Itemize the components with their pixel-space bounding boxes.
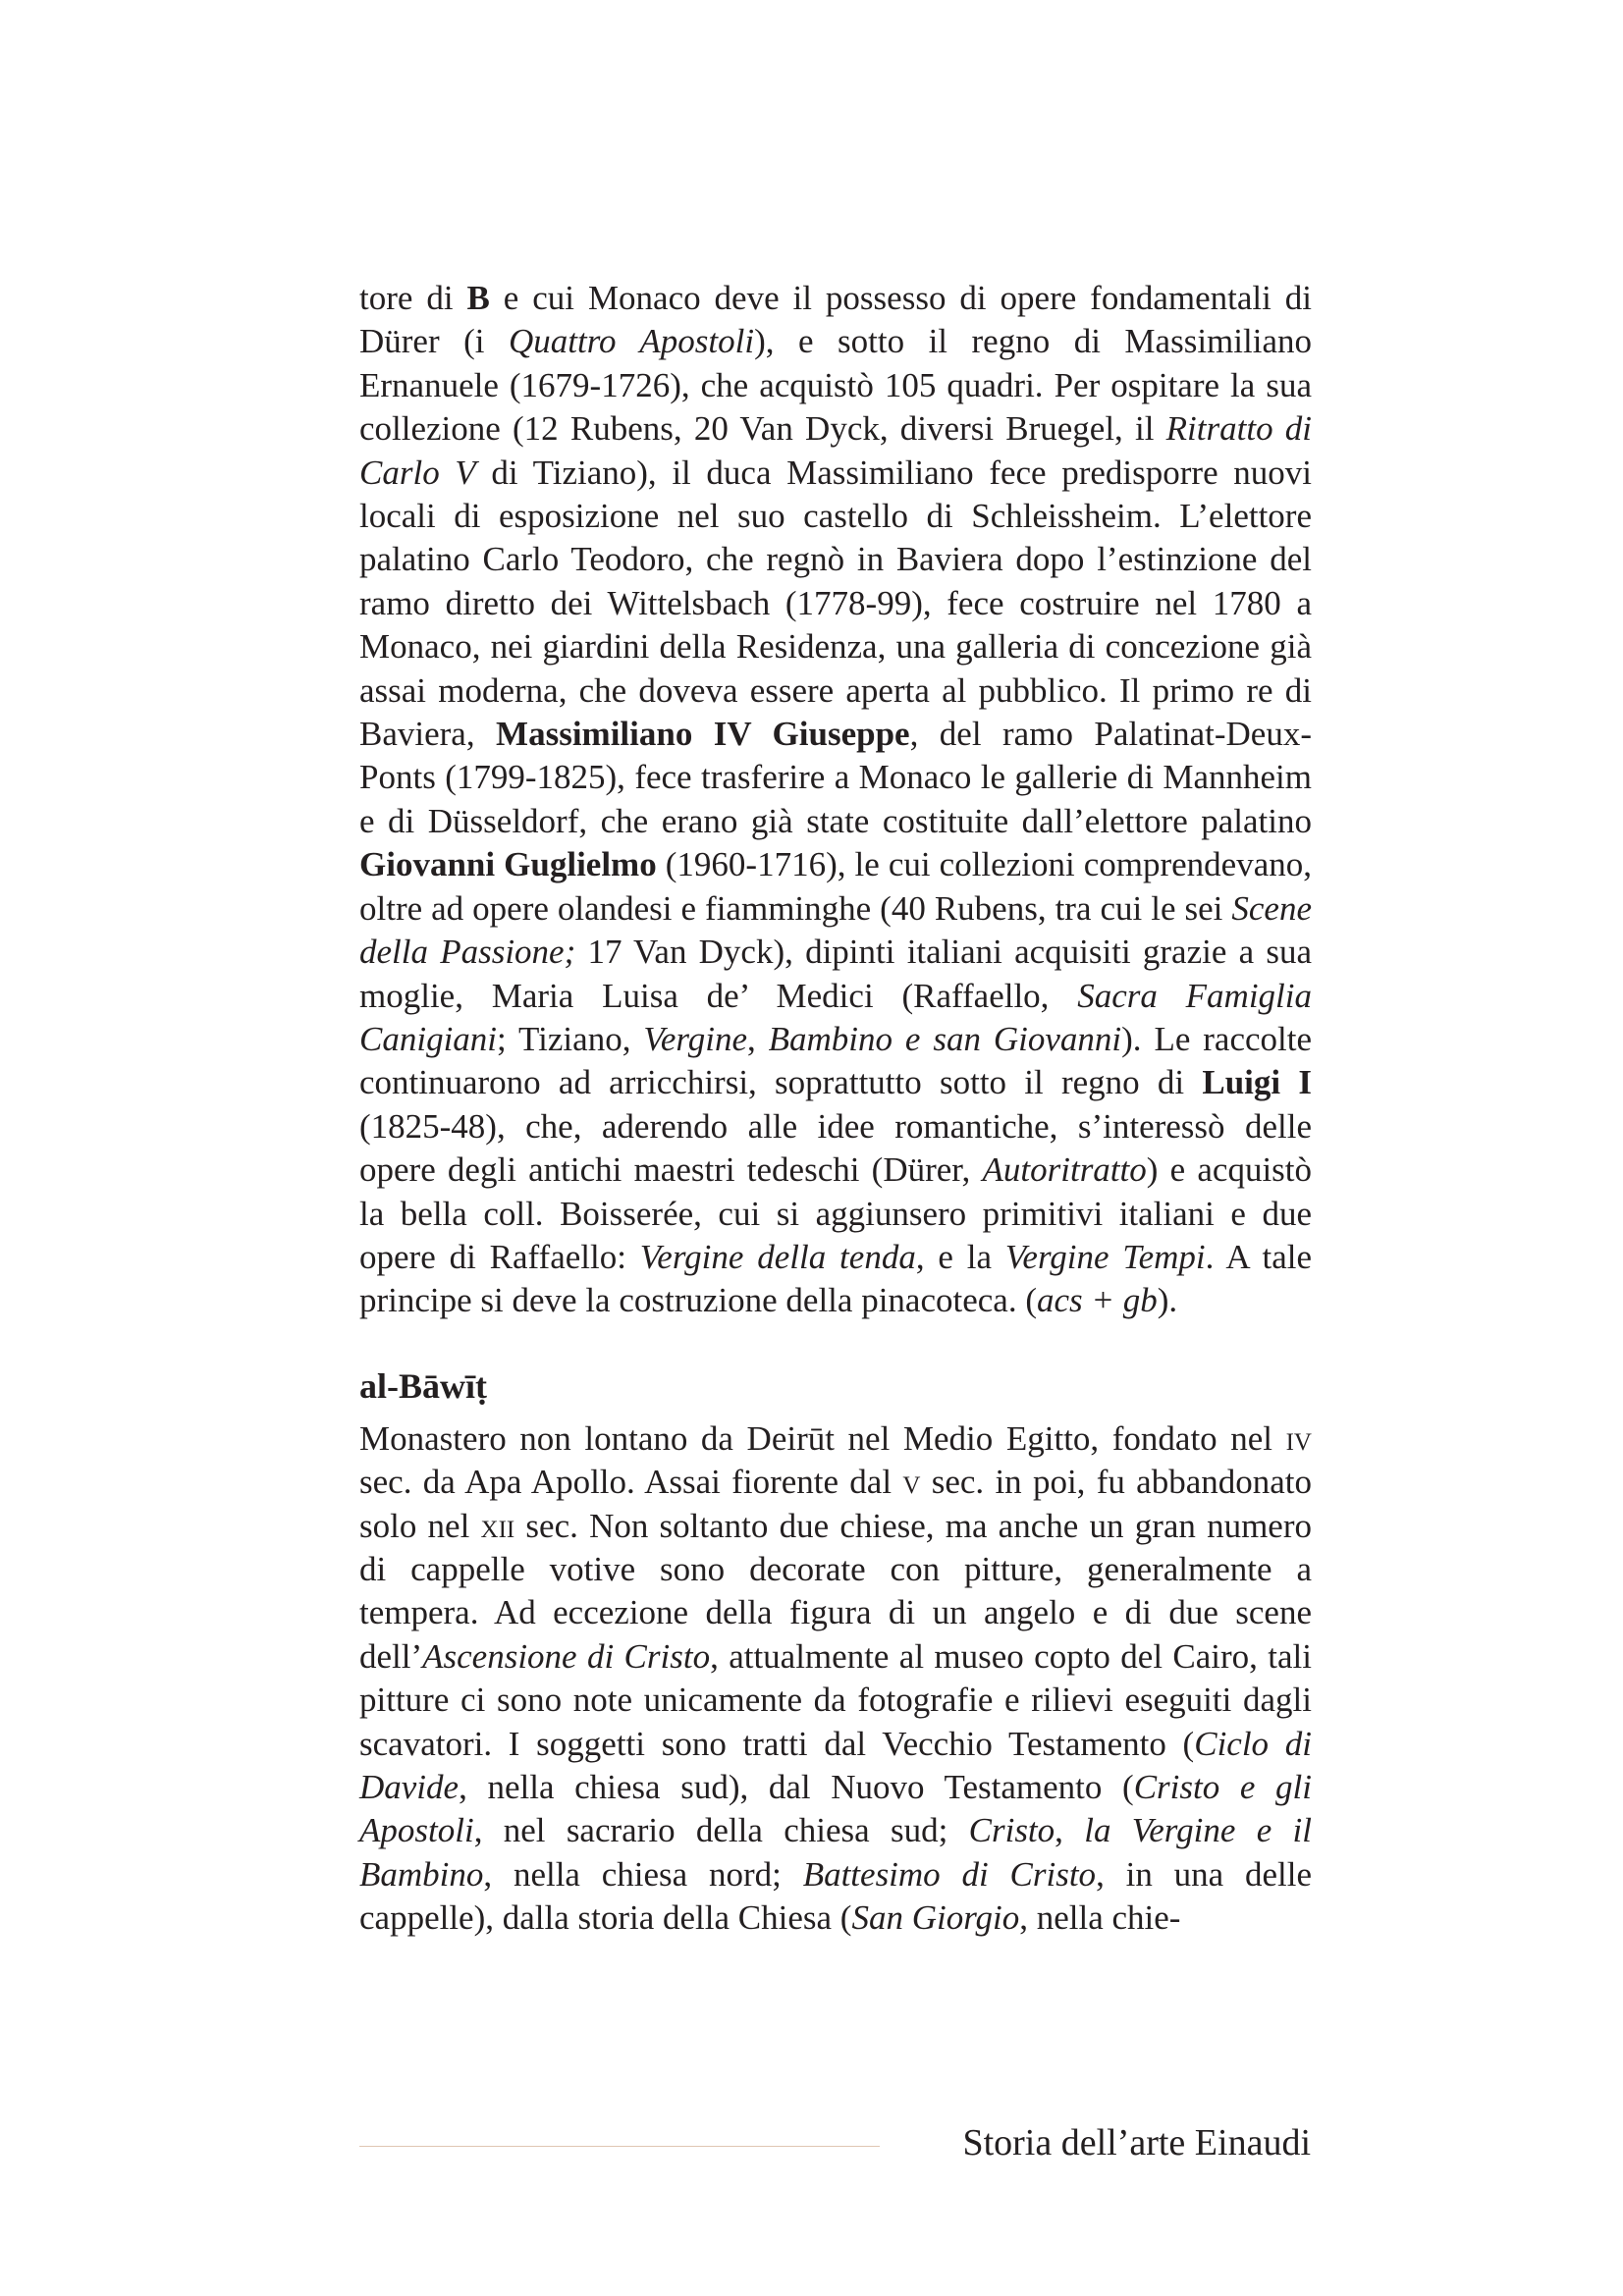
footer-title: Storia dell’arte Einaudi [962, 2122, 1311, 2163]
text-run: 17 Van Dyck), dipinti italiani acquisiti grazie a sua moglie, Maria Luisa de’ Medici (Raffaello, [359, 933, 1312, 1015]
text-run: ), e sotto il regno di Massimiliano Ernanuele (1679-1726), che acquistò 105 quadri. Per ospitare la sua collezione (12 Rubens, 20 Van Dyck, diversi Bruegel, il [359, 322, 1312, 449]
italic-run: Vergine della tenda [639, 1237, 916, 1276]
italic-run: Ciclo di Davide [359, 1724, 1312, 1806]
italic-run: Autoritratto [982, 1150, 1147, 1190]
text-run: tore di [359, 279, 467, 317]
italic-run: Ritratto di Carlo V [359, 409, 1312, 492]
small-caps-run: v [902, 1463, 921, 1502]
text-run: sec. in poi, fu abbandonato solo nel [359, 1463, 1312, 1545]
italic-run: acs + gb [1036, 1281, 1158, 1320]
italic-run: Vergine Tempi [1004, 1237, 1206, 1276]
text-run: (1960-1716), le cui collezioni comprendevano, oltre ad opere olandesi e fiamminghe (40 Rubens, tra cui le sei [359, 845, 1312, 928]
text-run: ). Le raccolte continuarono ad arricchirsi, soprattutto sotto il regno di [359, 1019, 1313, 1102]
text-run: , [1055, 1811, 1085, 1850]
entry-continuation-paragraph [359, 277, 1312, 1323]
text-run: di Tiziano), il duca Massimiliano fece predisporre nuovi locali di esposizione nel suo castello di Schleissheim. L’elettore palatino Carlo Teodoro, che regnò in Baviera dopo l’estinzione del ramo diretto dei Wittelsbach (1778-99), fece costruire nel 1780 a Monaco, nei giardini della Residenza, una galleria di concezione già assai moderna, che doveva essere aperta al pubblico. Il primo re di Baviera, [359, 453, 1312, 754]
small-caps-run: xii [480, 1506, 515, 1545]
italic-run: San Giorgio [851, 1898, 1020, 1938]
italic-run: la Vergine e il Bambino [359, 1811, 1312, 1894]
italic-run: Ascensione di Cristo [422, 1636, 711, 1676]
italic-run: Cristo [968, 1811, 1055, 1850]
italic-run: Vergine [643, 1019, 747, 1058]
text-run: sec. da Apa Apollo. Assai fiorente dal [359, 1463, 903, 1502]
text-run: , nel sacrario della chiesa sud; [473, 1811, 969, 1850]
entry-body-paragraph [359, 1417, 1312, 1941]
italic-run: Sacra Famiglia Canigiani [359, 976, 1313, 1058]
text-run: sec. Non soltanto due chiese, ma anche un gran numero di cappelle votive sono decorate con pitture, generalmente a tempera. Ad eccezione della figura di un angelo e di due scene dell’ [359, 1506, 1312, 1676]
entry-heading: al-Bāwīṭ [359, 1365, 487, 1406]
text-column [359, 277, 1312, 1941]
text-run: Monastero non lontano da Deirūt nel Medio Egitto, fondato nel [359, 1418, 1286, 1458]
bold-run: Luigi I [1202, 1063, 1312, 1102]
text-run: ). [1157, 1281, 1178, 1320]
small-caps-run: iv [1285, 1418, 1312, 1458]
text-run: . A tale principe si deve la costruzione della pinacoteca. ( [359, 1237, 1313, 1320]
text-run: (1825-48), che, aderendo alle idee romantiche, s’interessò delle opere degli antichi maestri tedeschi (Dürer, [359, 1106, 1312, 1190]
italic-run: Cristo e gli Apostoli [359, 1768, 1312, 1850]
bold-run: Giovanni Guglielmo [359, 845, 657, 884]
text-run: , nella chiesa nord; [483, 1854, 803, 1894]
text-run: , [746, 1019, 769, 1058]
italic-run: Quattro Apostoli [509, 322, 755, 361]
text-run: , e la [915, 1237, 1005, 1276]
bold-run: Massimiliano IV Giuseppe [496, 715, 910, 754]
text-run: , attualmente al museo copto del Cairo, tali pitture ci sono note unicamente da fotografie e rilievi eseguiti dagli scavatori. I soggetti sono tratti dal Vecchio Testamento ( [359, 1636, 1312, 1763]
italic-run: Battesimo di Cristo [802, 1854, 1097, 1894]
text-run: , nella chiesa sud), dal Nuovo Testamento ( [459, 1768, 1134, 1806]
text-run: , del ramo Palatinat-Deux-Ponts (1799-1825), fece trasferire a Monaco le gallerie di Mannheim e di Düsseldorf, che erano già state costituite dall’elettore palatino [359, 715, 1312, 840]
footer-rule [359, 2146, 880, 2147]
text-run: , nella chie- [1019, 1898, 1181, 1938]
italic-run: Scene della Passione; [359, 888, 1312, 972]
text-run: , in una delle cappelle), dalla storia della Chiesa ( [359, 1854, 1312, 1938]
text-run: ) e acquistò la bella coll. Boisserée, cui si aggiunsero primitivi italiani e due opere di Raffaello: [359, 1150, 1313, 1276]
text-run: e cui Monaco deve il possesso di opere fondamentali di Dürer (i [359, 279, 1312, 361]
bold-run: B [466, 279, 490, 317]
text-run: ; Tiziano, [497, 1019, 644, 1058]
italic-run: Bambino e san Giovanni [768, 1019, 1122, 1058]
